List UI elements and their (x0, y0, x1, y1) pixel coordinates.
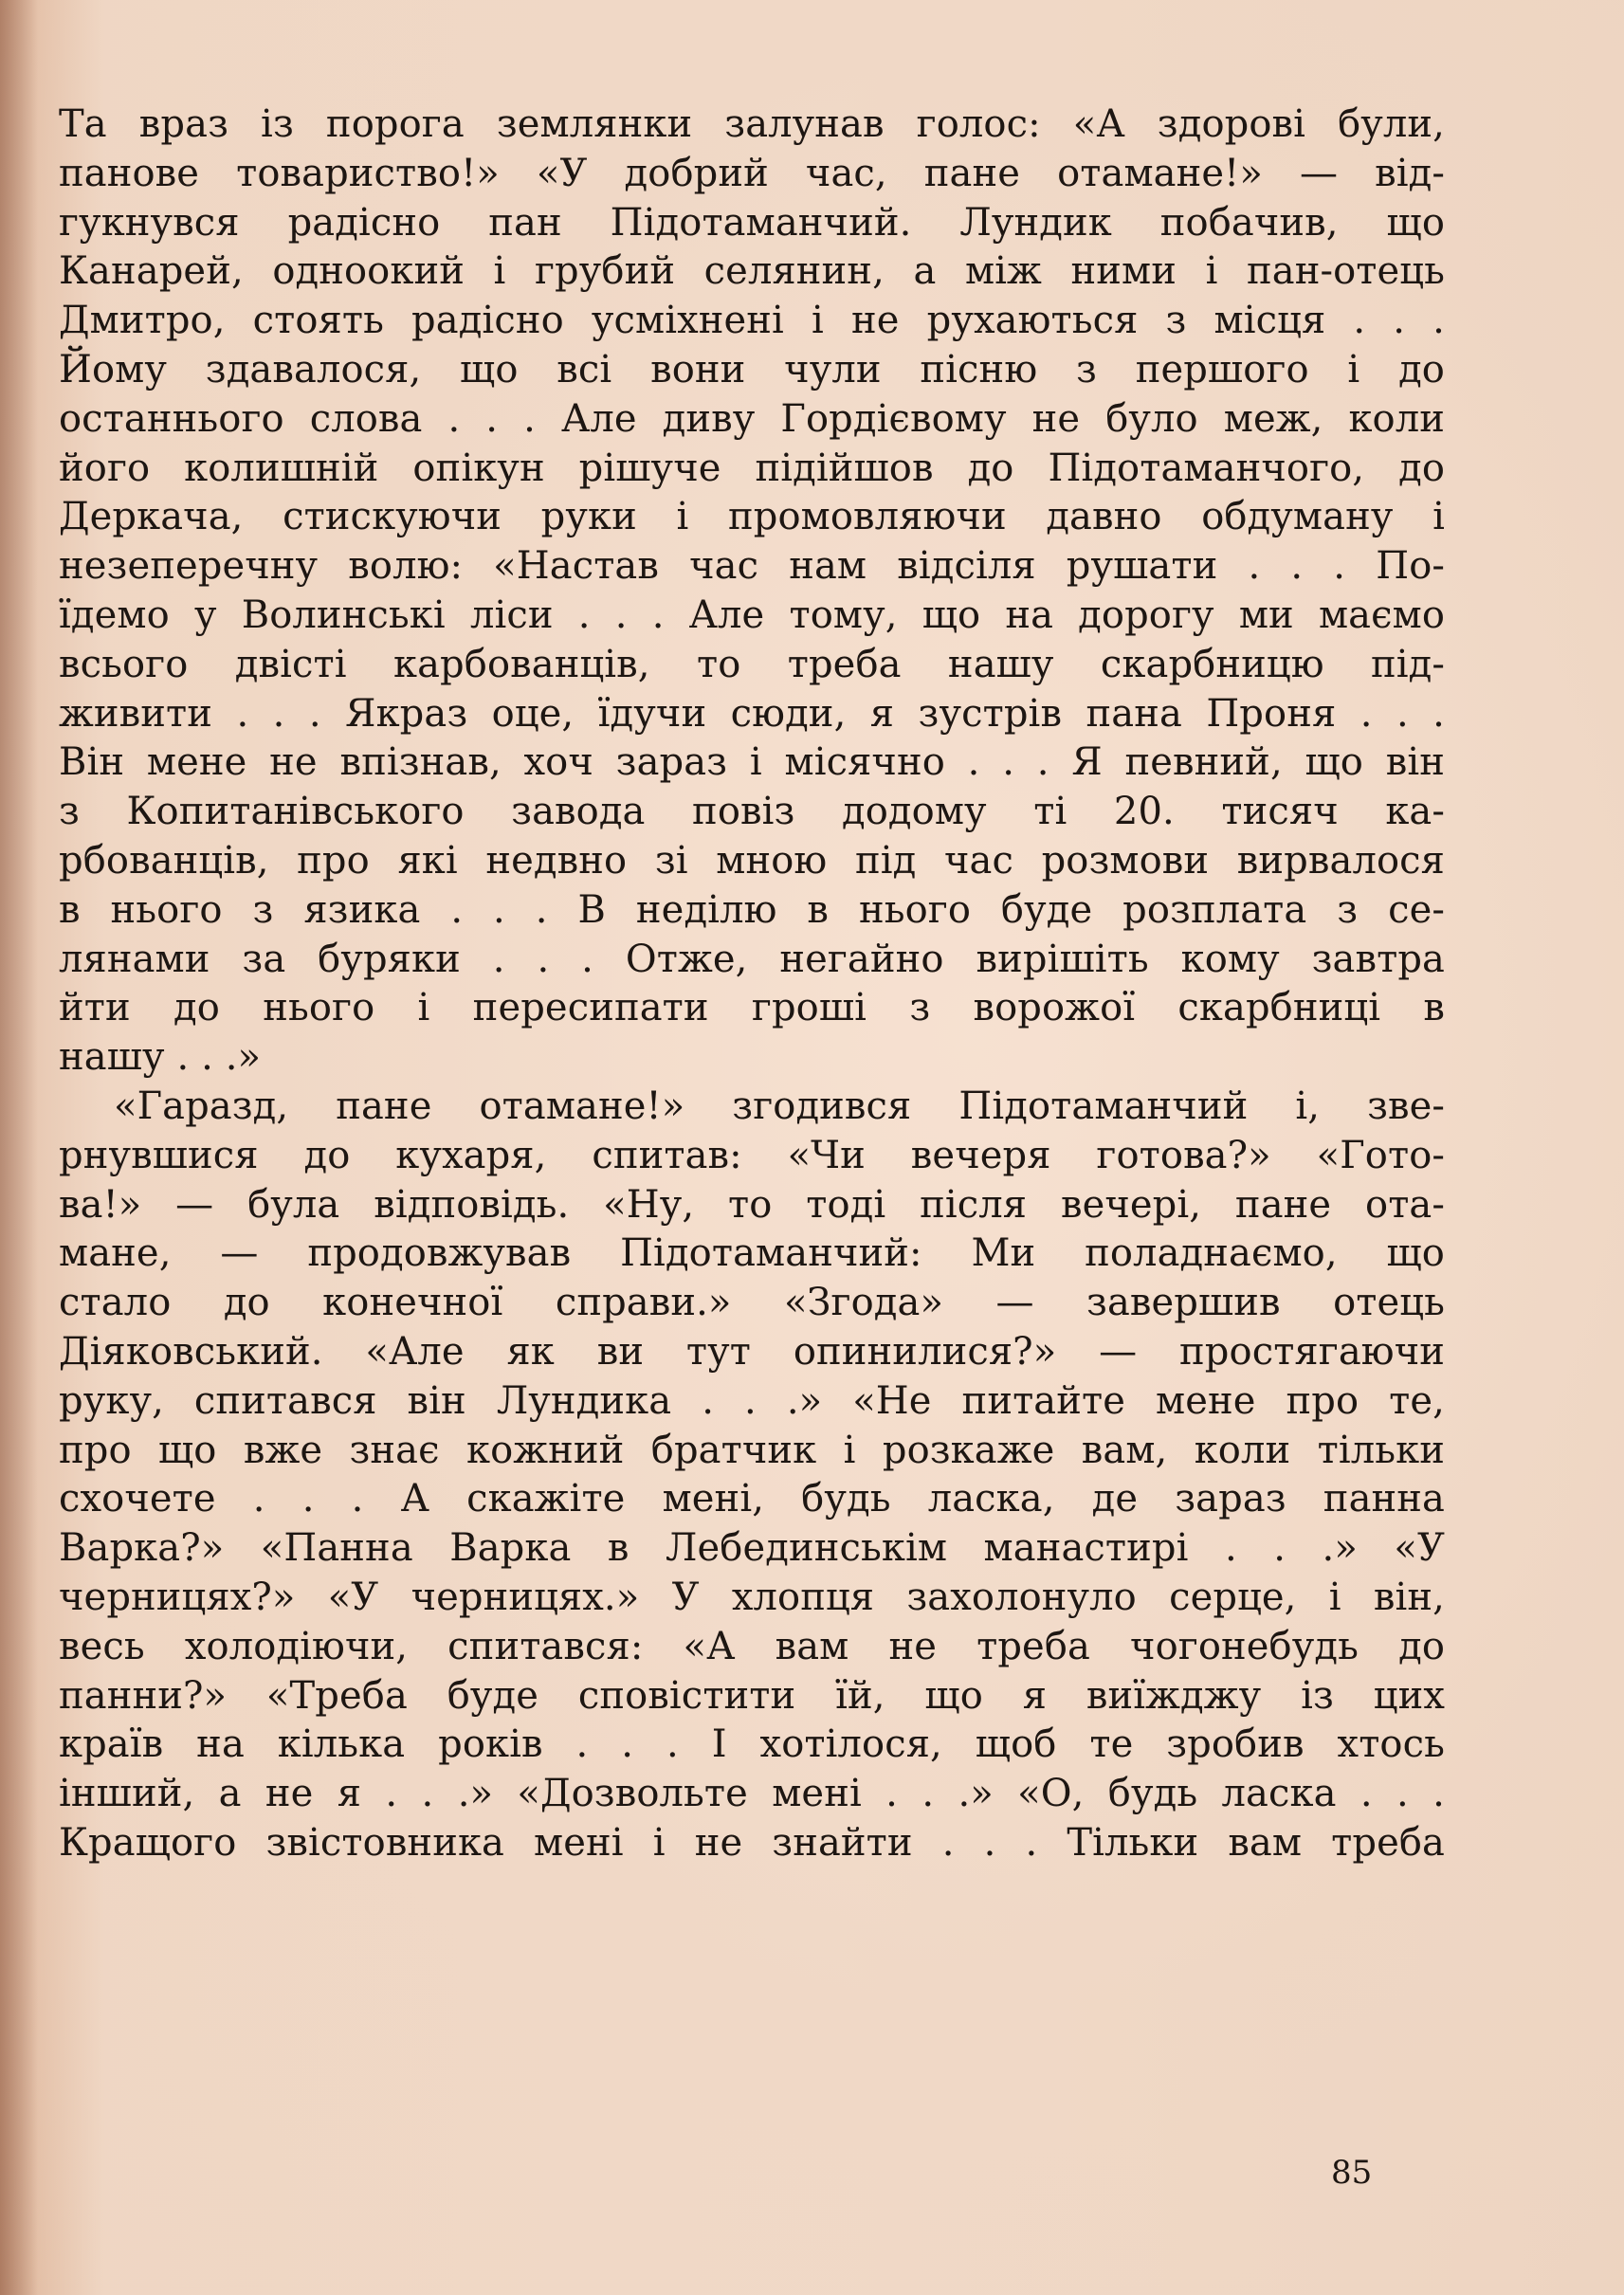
text-line: йти до нього і пересипати гроші з ворожої скарбниці в (59, 986, 1445, 1030)
page-number: 85 (1331, 2154, 1373, 2192)
text-line: весь холодіючи, спитався: «А вам не треба чогонебудь до (59, 1624, 1445, 1668)
text-line: «Гаразд, пане отамане!» згодився Підотаманчий і, зве- (114, 1084, 1445, 1128)
text-line: ва!» — була відповідь. «Ну, то тоді після вечері, пане ота- (59, 1182, 1445, 1227)
text-line: останнього слова . . . Але диву Гордієвому не було меж, коли (59, 396, 1445, 441)
text-line: Дмитро, стоять радісно усміхнені і не рухаються з місця . . . (59, 299, 1445, 343)
text-line: панни?» «Треба буде сповістити їй, що я виїжджу із цих (59, 1673, 1445, 1718)
text-line: Варка?» «Панна Варка в Лебединськім манастирі . . .» «У (59, 1526, 1445, 1571)
text-line: Деркача, стискуючи руки і промовляючи давно обдуману і (59, 495, 1445, 539)
text-line: їдемо у Волинські ліси . . . Але тому, що на дорогу ми маємо (59, 592, 1445, 637)
text-line: Він мене не впізнав, хоч зараз і місячно . . . Я певний, що він (59, 740, 1445, 785)
text-line: схочете . . . А скажіте мені, будь ласка, де зараз панна (59, 1477, 1445, 1521)
text-line: в нього з язика . . . В неділю в нього буде розплата з се- (59, 887, 1445, 932)
text-line: мане, — продовжував Підотаманчий: Ми поладнаємо, що (59, 1231, 1445, 1276)
text-line: рнувшися до кухаря, спитав: «Чи вечеря готова?» «Гото- (59, 1133, 1445, 1177)
text-line: нашу . . .» (59, 1035, 262, 1080)
text-line: лянами за буряки . . . Отже, негайно вирішіть кому завтра (59, 937, 1445, 981)
text-line: Та враз із порога землянки залунав голос: «А здорові були, (59, 102, 1445, 146)
text-line: Канарей, одноокий і грубий селянин, а між ними і пан-отець (59, 249, 1445, 294)
text-line: гукнувся радісно пан Підотаманчий. Лундик побачив, що (59, 200, 1445, 245)
text-line: незеперечну волю: «Настав час нам відсіля рушати . . . По- (59, 544, 1445, 589)
text-line: рбованців, про які недвно зі мною під час розмови вирвалося (59, 838, 1445, 883)
text-line: всього двісті карбованців, то треба нашу скарбницю під- (59, 642, 1445, 686)
body-text (59, 100, 1445, 1868)
text-line: живити . . . Якраз оце, їдучи сюди, я зустрів пана Проня . . . (59, 691, 1445, 736)
text-line: з Копитанівського завода повіз додому ті 20. тисяч ка- (59, 790, 1445, 834)
text-line: про що вже знає кожний братчик і розкаже вам, коли тільки (59, 1428, 1445, 1472)
text-line: стало до конечної справи.» «Згода» — завершив отець (59, 1281, 1445, 1325)
text-line: черницях?» «У черницях.» У хлопця захолонуло серце, і він, (59, 1575, 1445, 1619)
text-line: панове товариство!» «У добрий час, пане отамане!» — від- (59, 151, 1445, 195)
text-line: інший, а не я . . .» «Дозвольте мені . . .» «О, будь ласка . . . (59, 1772, 1445, 1816)
text-line: Кращого звістовника мені і не знайти . . . Тільки вам треба (59, 1820, 1445, 1865)
text-line: Йому здавалося, що всі вони чули пісню з першого і до (59, 347, 1445, 392)
text-line: його колишній опікун рішуче підійшов до Підотаманчого, до (59, 446, 1445, 490)
text-line: Діяковський. «Але як ви тут опинилися?» — простягаючи (59, 1329, 1445, 1374)
text-line: руку, спитався він Лундика . . .» «Не питайте мене про те, (59, 1378, 1445, 1423)
text-line: країв на кілька років . . . І хотілося, щоб те зробив хтось (59, 1722, 1445, 1767)
